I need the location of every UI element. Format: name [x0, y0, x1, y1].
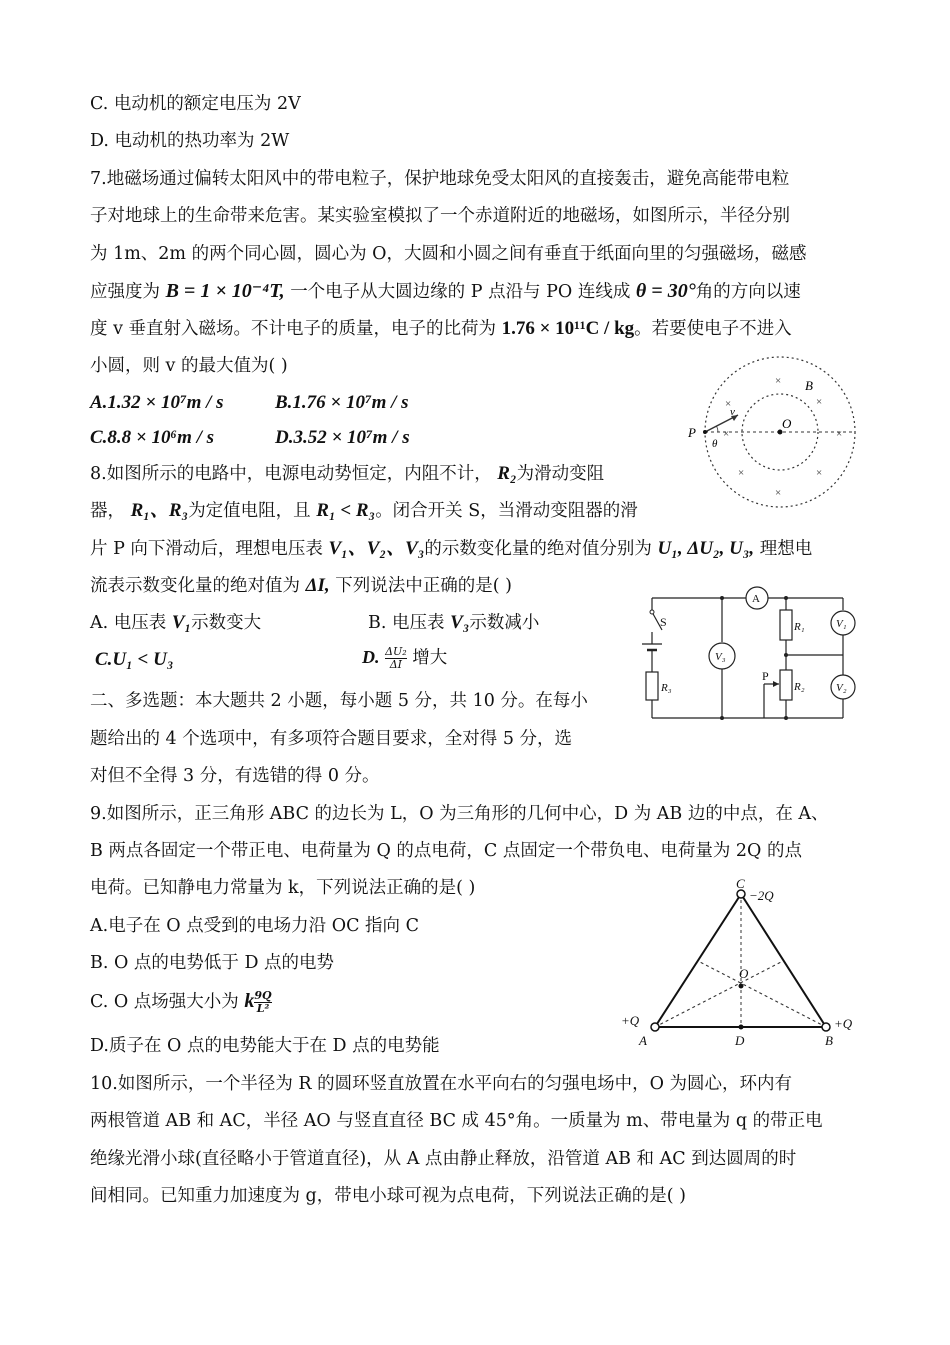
label-c-charge: −2Q: [749, 888, 774, 903]
section-2-line-1: 二、多选题：本大题共 2 小题，每小题 5 分，共 10 分。在每小: [90, 691, 588, 711]
text: 为定值电阻，且: [188, 501, 311, 521]
junction-dot: [720, 596, 724, 600]
text: 示数减小: [469, 613, 540, 633]
q7-option-b: B.1.76 × 10⁷m / s: [275, 392, 409, 413]
q7-line-5: [90, 318, 792, 340]
q10-line-3: 绝缘光滑小球(直径略小于管道直径)，从 A 点由静止释放，沿管道 AB 和 AC 到达圆周的时: [90, 1149, 797, 1169]
text: 示数变大: [191, 613, 262, 633]
q7-magnetic-field-figure: [680, 355, 870, 515]
section-2-line-2: 题给出的 4 个选项中，有多项符合题目要求，全对得 5 分，选: [90, 729, 573, 749]
cross-icon: ×: [775, 487, 782, 499]
median-b: [698, 961, 826, 1027]
k-symbol: k: [244, 990, 255, 1012]
text: 8.如图所示的电路中，电源电动势恒定，内阻不计，: [90, 464, 492, 484]
voltage-change-symbols: U₁, ΔU₂, U₃,: [657, 538, 755, 559]
text: 理想电: [759, 539, 813, 559]
cross-icon: ×: [816, 467, 823, 479]
q8-option-c: C.U₁ < U₃: [95, 649, 174, 670]
text: 一个电子从大圆边缘的 P 点沿与 PO 连线成: [290, 282, 631, 302]
text: 。闭合开关 S，当滑动变阻器的滑: [375, 501, 638, 521]
text: B. 电压表: [368, 613, 445, 633]
label-v2: V₂: [836, 682, 847, 694]
section-2-line-3: 对但不全得 3 分，有选错的得 0 分。: [90, 766, 380, 786]
text: 下列说法中正确的是( ): [335, 576, 512, 596]
r2-rheostat: [780, 670, 792, 700]
numerator: 9Q: [254, 989, 272, 1002]
label-p: P: [688, 425, 696, 440]
text: 应强度为: [90, 282, 160, 302]
text: 器，: [90, 501, 125, 521]
switch-contact: [650, 610, 654, 614]
cross-icon: ×: [738, 467, 745, 479]
denominator: L²: [256, 1002, 270, 1015]
r2-symbol: R₂: [497, 463, 517, 484]
charge-mass-ratio: 1.76 × 10¹¹C / kg: [501, 318, 635, 339]
q9-option-a: A.电子在 O 点受到的电场力沿 OC 指向 C: [90, 916, 419, 936]
label-r2: R₂: [794, 681, 805, 693]
junction-dot: [720, 716, 724, 720]
label-d: D: [735, 1033, 745, 1048]
q8-line-2: [90, 500, 638, 522]
q8-line-3: [90, 538, 812, 560]
text: 度 v 垂直射入磁场。不计电子的质量，电子的比荷为: [90, 319, 497, 339]
label-theta: θ: [712, 438, 718, 450]
q9-option-c: [90, 990, 272, 1015]
label-r3: R₃: [661, 682, 672, 694]
text: 流表示数变化量的绝对值为: [90, 576, 300, 596]
q7-line-1: 7.地磁场通过偏转太阳风中的带电粒子，保护地球免受太阳风的直接轰击，避免高能带电粒: [90, 169, 790, 189]
label-r1: R₁: [794, 621, 805, 633]
label-v1: V₁: [836, 618, 847, 630]
denominator: ΔI: [389, 658, 403, 671]
cross-icon: ×: [775, 375, 782, 387]
q10-line-4: 间相同。已知重力加速度为 g，带电小球可视为点电荷，下列说法正确的是( ): [90, 1186, 686, 1206]
text: 增大: [412, 648, 448, 668]
q9-line-2: B 两点各固定一个带正电、电荷量为 Q 的点电荷，C 点固定一个带负电、电荷量为 2Q 的点: [90, 841, 802, 861]
side-cb: [741, 894, 826, 1027]
q8-option-b: [368, 612, 539, 634]
label-o: O: [739, 966, 749, 981]
slider-arrow-icon: [773, 681, 779, 687]
label-b: B: [825, 1033, 833, 1048]
q8-line-1: [90, 463, 604, 485]
v1-symbol: V₁: [171, 612, 192, 633]
q7-line-3: 为 1m、2m 的两个同心圆，圆心为 O，大圆和小圆之间有垂直于纸面向里的匀强磁场，磁感: [90, 244, 807, 264]
junction-dot: [784, 653, 788, 657]
text: A. 电压表: [90, 613, 167, 633]
text: 片 P 向下滑动后，理想电压表: [90, 539, 323, 559]
q7-line-2: 子对地球上的生命带来危害。某实验室模拟了一个赤道附近的地磁场，如图所示，半径分别: [90, 206, 790, 226]
q7-option-c: C.8.8 × 10⁶m / s: [90, 427, 215, 448]
junction-dot: [784, 716, 788, 720]
angle-arc: [717, 426, 719, 432]
label-a: A: [752, 593, 760, 605]
label-b: B: [805, 378, 813, 393]
q10-line-1: 10.如图所示，一个半径为 R 的圆环竖直放置在水平向右的匀强电场中，O 为圆心，环内有: [90, 1074, 793, 1094]
charge-a: [651, 1023, 659, 1031]
label-o: O: [782, 416, 792, 431]
q7-option-a: A.1.32 × 10⁷m / s: [90, 392, 224, 413]
label-v: v: [730, 406, 735, 418]
text: C. O 点场强大小为: [90, 992, 239, 1012]
midpoint-d: [739, 1025, 744, 1030]
charge-b: [822, 1023, 830, 1031]
q9-line-1: 9.如图所示，正三角形 ABC 的边长为 L，O 为三角形的几何中心，D 为 AB 边的中点，在 A、: [90, 804, 829, 824]
label-a: A: [639, 1033, 647, 1048]
text: 。若要使电子不进入: [634, 319, 792, 339]
numerator: ΔU₂: [385, 645, 407, 658]
q7-option-d: D.3.52 × 10⁷m / s: [275, 427, 410, 448]
label-v3: V₃: [715, 651, 726, 663]
voltmeter-symbols: V₁、V₂、V₃: [328, 538, 425, 559]
median-a: [655, 961, 783, 1027]
q6-option-d: D. 电动机的热功率为 2W: [90, 131, 290, 151]
charge-c: [737, 890, 745, 898]
r1-r3-symbol: R₁、R₃: [130, 500, 189, 521]
r3-resistor: [646, 672, 658, 700]
theta-formula: θ = 30°: [635, 280, 696, 302]
q8-option-d: [362, 646, 447, 671]
q10-line-2: 两根管道 AB 和 AC，半径 AO 与竖直直径 BC 成 45°角。一质量为 m、带电量为 q 的带正电: [90, 1111, 823, 1131]
cross-icon: ×: [723, 428, 730, 440]
r1-lt-r3: R₁ < R₃: [316, 500, 376, 521]
magnetic-field-formula: B = 1 × 10⁻⁴T,: [165, 280, 285, 302]
cross-icon: ×: [725, 398, 732, 410]
label-p: P: [762, 669, 769, 683]
q8-circuit-figure: [636, 580, 866, 725]
cross-icon: ×: [816, 396, 823, 408]
q8-line-4: [90, 575, 512, 597]
fraction: [385, 646, 407, 671]
label-b-charge: +Q: [834, 1016, 853, 1031]
q7-line-4: [90, 280, 801, 303]
point-p: [703, 430, 707, 434]
fraction: [254, 990, 271, 1015]
text: 为滑动变阻: [516, 464, 605, 484]
junction-dot: [784, 596, 788, 600]
q9-option-b: B. O 点的电势低于 D 点的电势: [90, 953, 335, 973]
q8-option-a: [90, 612, 261, 634]
label-s: S: [660, 615, 667, 629]
side-ca: [655, 894, 741, 1027]
center-o: [739, 984, 744, 989]
option-d-label: D.: [362, 647, 380, 667]
label-a-charge: +Q: [621, 1013, 640, 1028]
label-c: C: [736, 876, 745, 891]
q9-triangle-figure: [615, 875, 865, 1050]
q9-option-d: D.质子在 O 点的电势能大于在 D 点的电势能: [90, 1036, 440, 1056]
q9-line-3: 电荷。已知静电力常量为 k，下列说法正确的是( ): [90, 878, 476, 898]
current-change-symbol: ΔI,: [305, 575, 330, 596]
v3-symbol: V₃: [450, 612, 470, 633]
text: 角的方向以速: [695, 282, 801, 302]
q6-option-c: C. 电动机的额定电压为 2V: [90, 94, 301, 114]
text: 的示数变化量的绝对值分别为: [424, 539, 652, 559]
q7-line-6: 小圆，则 v 的最大值为( ): [90, 356, 288, 376]
r1-resistor: [780, 610, 792, 640]
cross-icon: ×: [836, 428, 843, 440]
